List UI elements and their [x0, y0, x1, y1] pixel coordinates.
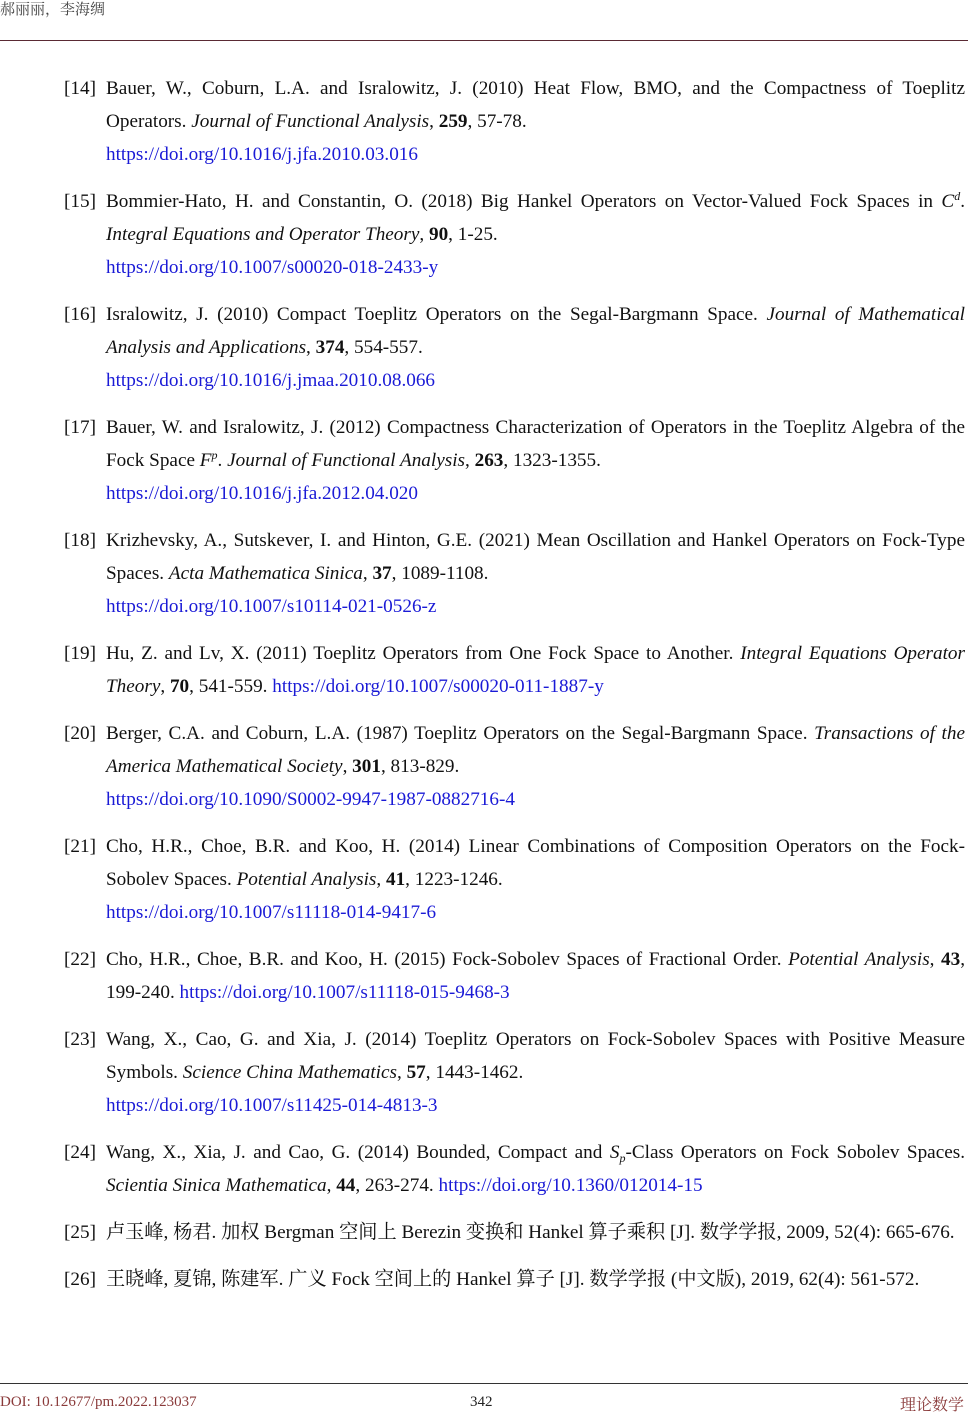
separator: ,	[306, 337, 316, 358]
reference-item	[64, 637, 965, 703]
reference-gap	[64, 929, 965, 943]
doi-link[interactable]: https://doi.org/10.1007/s11118-015-9468-3	[179, 982, 510, 1003]
reference-body	[106, 185, 965, 284]
page-range: , 1443-1462.	[425, 1062, 524, 1083]
reference-body	[106, 1263, 965, 1296]
reference-item	[64, 830, 965, 929]
reference-title-tail: .	[217, 450, 228, 471]
reference-gap	[64, 816, 965, 830]
reference-gap	[64, 171, 965, 185]
math-superscript: d	[954, 189, 961, 203]
reference-authors-title: Cho, H.R., Choe, B.R. and Koo, H. (2015) Fock-Sobolev Spaces of Fractional Order.	[106, 949, 789, 970]
reference-body	[106, 72, 965, 171]
reference-title-tail: -Class Operators on Fock Sobolev Spaces.	[625, 1142, 965, 1163]
reference-number: [17]	[64, 417, 96, 438]
separator: ,	[465, 450, 475, 471]
journal-name: Integral Equations Operator Theory	[106, 643, 965, 697]
journal-name: Journal of Mathematical Analysis and Applications	[106, 304, 965, 358]
reference-authors-title: Berger, C.A. and Coburn, L.A. (1987) Toeplitz Operators on the Segal-Bargmann Space.	[106, 723, 815, 744]
volume-number: 301	[352, 756, 381, 777]
reference-gap	[64, 510, 965, 524]
separator: ,	[342, 756, 353, 777]
separator: ,	[362, 563, 373, 584]
reference-item	[64, 717, 965, 816]
doi-link[interactable]: https://doi.org/10.1016/j.jfa.2012.04.020	[106, 483, 418, 504]
reference-number: [26]	[64, 1269, 96, 1290]
journal-name: Scientia Sinica Mathematica	[106, 1175, 327, 1196]
reference-text: 王晓峰, 夏锦, 陈建军. 广义 Fock 空间上的 Hankel 算子 [J]. 数学学报 (中文版), 2019, 62(4): 561-572.	[106, 1269, 920, 1290]
journal-name: Integral Equations and Operator Theory	[106, 224, 420, 245]
reference-body	[106, 637, 965, 703]
reference-number: [18]	[64, 530, 96, 551]
page-range: , 813-829.	[380, 756, 460, 777]
reference-gap	[64, 703, 965, 717]
reference-item	[64, 524, 965, 623]
reference-item	[64, 943, 965, 1009]
math-superscript: p	[211, 448, 218, 462]
reference-body	[106, 1216, 965, 1249]
volume-number: 57	[406, 1062, 426, 1083]
doi-link[interactable]: https://doi.org/10.1016/j.jfa.2010.03.016	[106, 144, 418, 165]
separator: ,	[326, 1175, 337, 1196]
reference-gap	[64, 1202, 965, 1216]
separator: ,	[160, 676, 170, 697]
doi-link[interactable]: https://doi.org/10.1007/s11425-014-4813-3	[106, 1095, 438, 1116]
reference-item	[64, 1023, 965, 1122]
reference-item	[64, 72, 965, 171]
math-symbol: F	[199, 450, 212, 471]
journal-name: Potential Analysis	[236, 869, 377, 890]
volume-number: 43	[941, 949, 961, 970]
page-number: 342	[470, 1394, 493, 1410]
reference-authors-title: Bauer, W., Coburn, L.A. and Isralowitz, J. (2010) Heat Flow, BMO, and the Compactness of Toeplitz Operators.	[106, 78, 965, 132]
volume-number: 90	[428, 224, 449, 245]
reference-authors-title: Wang, X., Cao, G. and Xia, J. (2014) Toeplitz Operators on Fock-Sobolev Spaces with Positive Measure Symbols.	[106, 1029, 965, 1083]
reference-body	[106, 524, 965, 623]
page-footer	[0, 1383, 968, 1415]
reference-body	[106, 943, 965, 1009]
separator: ,	[419, 224, 429, 245]
page-range: , 1323-1355.	[503, 450, 601, 471]
journal-name: Potential Analysis	[788, 949, 930, 970]
page-range: , 541-559.	[189, 676, 273, 697]
page-range: , 554-557.	[344, 337, 423, 358]
reference-authors-title: Cho, H.R., Choe, B.R. and Koo, H. (2014) Linear Combinations of Composition Operators on the Fock-Sobolev Spaces.	[106, 836, 965, 890]
reference-gap	[64, 1249, 965, 1263]
reference-item	[64, 1263, 965, 1296]
journal-name: Journal of Functional Analysis	[227, 450, 466, 471]
doi-link[interactable]: https://doi.org/10.1007/s11118-014-9417-6	[106, 902, 437, 923]
reference-body	[106, 717, 965, 816]
doi-link[interactable]: https://doi.org/10.1090/S0002-9947-1987-0882716-4	[106, 789, 515, 810]
reference-gap	[64, 284, 965, 298]
reference-authors-title: Bauer, W. and Isralowitz, J. (2012) Compactness Characterization of Operators in the Toeplitz Algebra of the Fock Space	[106, 417, 965, 471]
volume-number: 70	[169, 676, 190, 697]
reference-body	[106, 1023, 965, 1122]
volume-number: 374	[315, 337, 345, 358]
reference-list	[64, 72, 965, 1296]
doi-link[interactable]: https://doi.org/10.1007/s00020-011-1887-y	[272, 676, 604, 697]
journal-name: Science China Mathematics	[182, 1062, 397, 1083]
page-range: , 1089-1108.	[391, 563, 489, 584]
reference-number: [22]	[64, 949, 96, 970]
volume-number: 44	[336, 1175, 356, 1196]
doi-link[interactable]: https://doi.org/10.1007/s10114-021-0526-z	[106, 596, 437, 617]
reference-number: [24]	[64, 1142, 96, 1163]
reference-number: [15]	[64, 191, 96, 212]
footer-doi[interactable]: DOI: 10.12677/pm.2022.123037	[0, 1394, 197, 1410]
reference-number: [19]	[64, 643, 96, 664]
page-range: , 263-274.	[355, 1175, 439, 1196]
reference-number: [16]	[64, 304, 96, 325]
reference-gap	[64, 623, 965, 637]
running-head-authors: 郝丽丽，李海绸	[0, 2, 106, 18]
volume-number: 259	[438, 111, 468, 132]
volume-number: 41	[385, 869, 406, 890]
reference-number: [20]	[64, 723, 96, 744]
reference-number: [23]	[64, 1029, 96, 1050]
volume-number: 263	[474, 450, 504, 471]
reference-item	[64, 1136, 965, 1202]
separator: ,	[929, 949, 942, 970]
separator: ,	[396, 1062, 407, 1083]
separator: ,	[376, 869, 386, 890]
math-symbol: S	[609, 1142, 620, 1163]
reference-item	[64, 411, 965, 510]
volume-number: 37	[372, 563, 392, 584]
reference-authors-title: Krizhevsky, A., Sutskever, I. and Hinton, G.E. (2021) Mean Oscillation and Hankel Operators on Fock-Type Spaces.	[106, 530, 965, 584]
reference-authors-title: Hu, Z. and Lv, X. (2011) Toeplitz Operators from One Fock Space to Another.	[106, 643, 741, 664]
reference-authors-title: Wang, X., Xia, J. and Cao, G. (2014) Bounded, Compact and	[106, 1142, 610, 1163]
reference-gap	[64, 397, 965, 411]
reference-item	[64, 1216, 965, 1249]
reference-authors-title: Bommier-Hato, H. and Constantin, O. (2018) Big Hankel Operators on Vector-Valued Fock Spaces in	[106, 191, 942, 212]
page-header	[0, 0, 968, 41]
journal-name: Journal of Functional Analysis	[191, 111, 430, 132]
journal-name: Acta Mathematica Sinica	[168, 563, 363, 584]
doi-link[interactable]: https://doi.org/10.1007/s00020-018-2433-y	[106, 257, 439, 278]
reference-text: 卢玉峰, 杨君. 加权 Bergman 空间上 Berezin 变换和 Hankel 算子乘积 [J]. 数学学报, 2009, 52(4): 665-676.	[106, 1222, 955, 1243]
page-range: , 1-25.	[448, 224, 498, 245]
reference-gap	[64, 1122, 965, 1136]
reference-body	[106, 830, 965, 929]
page-range: , 57-78.	[467, 111, 527, 132]
reference-title-tail: .	[960, 191, 965, 212]
reference-body	[106, 298, 965, 397]
reference-item	[64, 185, 965, 284]
page-range: , 1223-1246.	[405, 869, 503, 890]
reference-body	[106, 411, 965, 510]
reference-authors-title: Isralowitz, J. (2010) Compact Toeplitz Operators on the Segal-Bargmann Space.	[106, 304, 767, 325]
journal-name: Transactions of the America Mathematical Society	[106, 723, 965, 777]
math-symbol: C	[941, 191, 955, 212]
reference-body	[106, 1136, 965, 1202]
reference-number: [21]	[64, 836, 96, 857]
reference-item	[64, 298, 965, 397]
doi-link[interactable]: https://doi.org/10.1016/j.jmaa.2010.08.066	[106, 370, 436, 391]
reference-number: [14]	[64, 78, 96, 99]
math-subscript: p	[619, 1151, 626, 1165]
reference-gap	[64, 1009, 965, 1023]
doi-link[interactable]: https://doi.org/10.1360/012014-15	[438, 1175, 703, 1196]
reference-number: [25]	[64, 1222, 96, 1243]
separator: ,	[429, 111, 439, 132]
page-range: , 199-240.	[106, 949, 966, 1003]
footer-journal-name: 理论数学	[899, 1395, 964, 1414]
